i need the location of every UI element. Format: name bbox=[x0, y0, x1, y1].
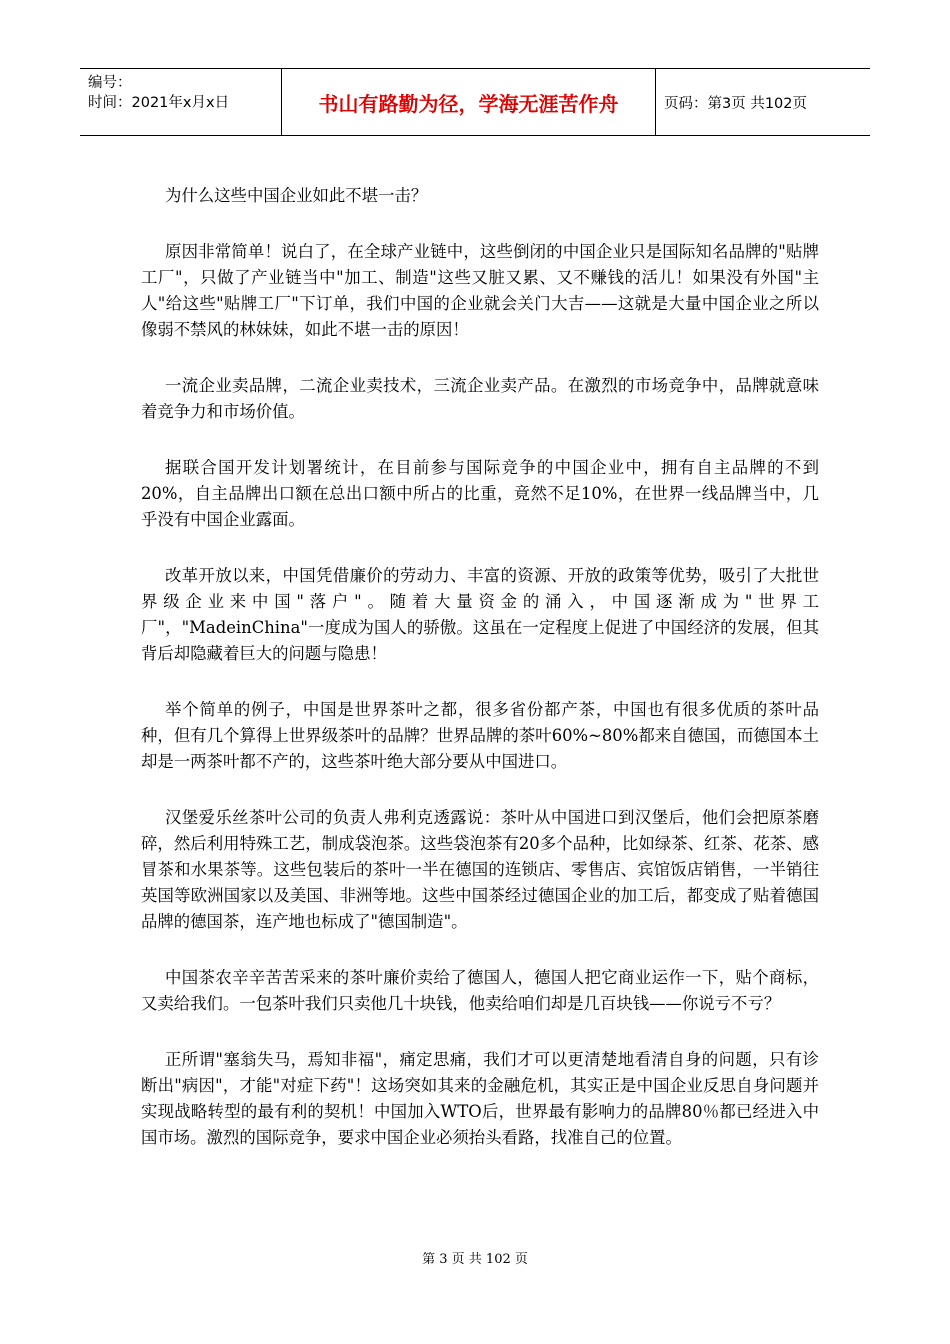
document-body bbox=[141, 183, 819, 1181]
header-meta bbox=[80, 69, 282, 135]
header-page-label: 页码：第3页 共102页 bbox=[664, 95, 808, 112]
paragraph: 为什么这些中国企业如此不堪一击？ bbox=[165, 186, 428, 205]
paragraph: 原因非常简单！说白了，在全球产业链中，这些倒闭的中国企业只是国际知名品牌的"贴牌工厂"，只做了产业链当中"加工、制造"这些又脏又累、又不赚钱的活儿！如果没有外国"主人"给这些"贴牌工厂"下订单，我们中国的企业就会关门大吉——这就是大量中国企业之所以像弱不禁风的林妹妹，如此不堪一击的原因！ bbox=[141, 242, 819, 339]
document-time-label: 时间：2021年x月x日 bbox=[88, 95, 230, 111]
paragraph: 改革开放以来，中国凭借廉价的劳动力、丰富的资源、开放的政策等优势，吸引了大批世界级企业来中国"落户"。随着大量资金的涌入，中国逐渐成为"世界工厂"，"MadeinChina"一度成为国人的骄傲。这虽在一定程度上促进了中国经济的发展，但其背后却隐藏着巨大的问题与隐患！ bbox=[141, 566, 819, 663]
paragraph: 据联合国开发计划署统计，在目前参与国际竞争的中国企业中，拥有自主品牌的不到20%，自主品牌出口额在总出口额中所占的比重，竟然不足10%，在世界一线品牌当中，几乎没有中国企业露面。 bbox=[141, 458, 819, 529]
header-motto: 书山有路勤为径，学海无涯苦作舟 bbox=[282, 69, 656, 135]
paragraph: 汉堡爱乐丝茶叶公司的负责人弗利克透露说：茶叶从中国进口到汉堡后，他们会把原茶磨碎，然后利用特殊工艺，制成袋泡茶。这些袋泡茶有20多个品种，比如绿茶、红茶、花茶、感冒茶和水果茶等。这些包装后的茶叶一半在德国的连锁店、零售店、宾馆饭店销售，一半销往英国等欧洲国家以及美国、非洲等地。这些中国茶经过德国企业的加工后，都变成了贴着德国品牌的德国茶，连产地也标成了"德国制造"。 bbox=[141, 808, 819, 931]
page-header bbox=[80, 68, 870, 136]
page-footer: 第 3 页 共 102 页 bbox=[422, 1252, 528, 1267]
paragraph: 一流企业卖品牌，二流企业卖技术，三流企业卖产品。在激烈的市场竞争中，品牌就意味着竞争力和市场价值。 bbox=[141, 376, 819, 421]
paragraph: 中国茶农辛辛苦苦采来的茶叶廉价卖给了德国人，德国人把它商业运作一下，贴个商标，又卖给我们。一包茶叶我们只卖他几十块钱，他卖给咱们却是几百块钱——你说亏不亏？ bbox=[141, 968, 819, 1013]
document-number-label: 编号： bbox=[88, 75, 132, 91]
paragraph: 举个简单的例子，中国是世界茶叶之都，很多省份都产茶，中国也有很多优质的茶叶品种，但有几个算得上世界级茶叶的品牌？世界品牌的茶叶60%~80%都来自德国，而德国本土却是一两茶叶都不产的，这些茶叶绝大部分要从中国进口。 bbox=[141, 700, 819, 771]
paragraph: 正所谓"塞翁失马，焉知非福"，痛定思痛，我们才可以更清楚地看清自身的问题，只有诊断出"病因"，才能"对症下药"！这场突如其来的金融危机，其实正是中国企业反思自身问题并实现战略转型的最有利的契机！中国加入WTO后，世界最有影响力的品牌80％都已经进入中国市场。激烈的国际竞争，要求中国企业必须抬头看路，找准自己的位置。 bbox=[141, 1050, 819, 1147]
